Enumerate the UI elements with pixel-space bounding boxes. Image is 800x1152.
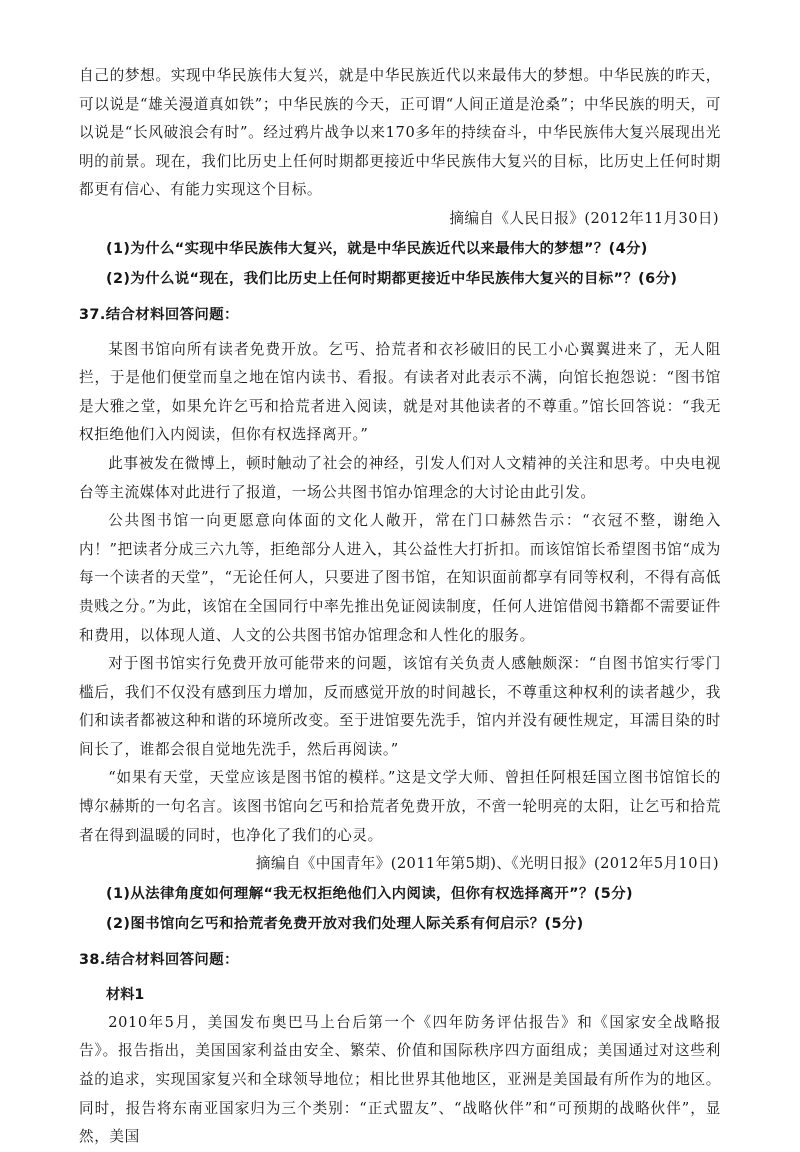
q37-question-2: (2)图书馆向乞丐和拾荒者免费开放对我们处理人际关系有何启示？(5分) bbox=[106, 915, 584, 932]
q37-paragraph-3: 公共图书馆一向更愿意向体面的文化人敞开，常在门口赫然告示：“衣冠不整，谢绝入内！”把读者分成三六九等，拒绝部分人进入，其公益性大打折扣。而该馆馆长希望图书馆“成为每一个读者的天堂”，“无论任何人，只要进了图书馆，在知识面前都享有同等权利，不得有高低贵贱之分。”为此，该馆在全国同行中率先推出免证阅读制度，任何人进馆借阅书籍都不需要证件和费用，以体现人道、人文的公共图书馆办馆理念和人性化的服务。 bbox=[79, 512, 721, 644]
q37-heading: 37.结合材料回答问题： bbox=[79, 306, 239, 323]
prev-material-source: 摘编自《人民日报》(2012年11月30日) bbox=[449, 209, 719, 227]
prev-material-paragraph: 自己的梦想。实现中华民族伟大复兴，就是中华民族近代以来最伟大的梦想。中华民族的昨天，可以说是“雄关漫道真如铁”；中华民族的今天，正可谓“人间正道是沧桑”；中华民族的明天，可以说是“长风破浪会有时”。经过鸦片战争以来170多年的持续奋斗，中华民族伟大复兴展现出光明的前景。现在，我们比历史上任何时期都更接近中华民族伟大复兴的目标，比历史上任何时期都更有信心、有能力实现这个目标。 bbox=[79, 67, 721, 199]
q37-source: 摘编自《中国青年》(2011年第5期)、《光明日报》(2012年5月10日) bbox=[255, 855, 719, 873]
q38-material-label: 材料1 bbox=[106, 986, 145, 1003]
prev-question-1: (1)为什么“实现中华民族伟大复兴，就是中华民族近代以来最伟大的梦想”？(4分) bbox=[106, 240, 648, 257]
q37-question-1: (1)从法律角度如何理解“我无权拒绝他们入内阅读，但你有权选择离开”？(5分) bbox=[106, 885, 633, 902]
prev-question-2: (2)为什么说“现在，我们比历史上任何时期都更接近中华民族伟大复兴的目标”？(6分) bbox=[106, 270, 678, 287]
q37-paragraph-1: 某图书馆向所有读者免费开放。乞丐、拾荒者和衣衫破旧的民工小心翼翼进来了，无人阻拦，于是他们便堂而皇之地在馆内读书、看报。有读者对此表示不满，向馆长抱怨说：“图书馆是大雅之堂，如果允许乞丐和拾荒者进入阅读，就是对其他读者的不尊重。”馆长回答说：“我无权拒绝他们入内阅读，但你有权选择离开。” bbox=[79, 340, 721, 444]
q37-paragraph-4: 对于图书馆实行免费开放可能带来的问题，该馆有关负责人感触颇深：“自图书馆实行零门槛后，我们不仅没有感到压力增加，反而感觉开放的时间越长，不尊重这种权利的读者越少，我们和读者都被这种和谐的环境所改变。至于进馆要先洗手，馆内并没有硬性规定，耳濡目染的时间长了，谁都会很自觉地先洗手，然后再阅读。” bbox=[79, 655, 721, 758]
q38-heading: 38.结合材料回答问题： bbox=[79, 951, 239, 968]
q37-paragraph-5: “如果有天堂，天堂应该是图书馆的模样。”这是文学大师、曾担任阿根廷国立图书馆馆长的博尔赫斯的一句名言。该图书馆向乞丐和拾荒者免费开放，不啻一轮明亮的太阳，让乞丐和拾荒者在得到温暖的同时，也净化了我们的心灵。 bbox=[79, 769, 721, 844]
q37-paragraph-2: 此事被发在微博上，顿时触动了社会的神经，引发人们对人文精神的关注和思考。中央电视台等主流媒体对此进行了报道，一场公共图书馆办馆理念的大讨论由此引发。 bbox=[79, 454, 721, 501]
q38-paragraph-1: 2010年5月，美国发布奥巴马上台后第一个《四年防务评估报告》和《国家安全战略报告》。报告指出，美国国家利益由安全、繁荣、价值和国际秩序四方面组成；美国通过对这些利益的追求，实现国家复兴和全球领导地位；相比世界其他地区，亚洲是美国最有所作为的地区。同时，报告将东南亚国家归为三个类别：“正式盟友”、“战略伙伴”和“可预期的战略伙伴”，显然，美国 bbox=[79, 1013, 721, 1146]
